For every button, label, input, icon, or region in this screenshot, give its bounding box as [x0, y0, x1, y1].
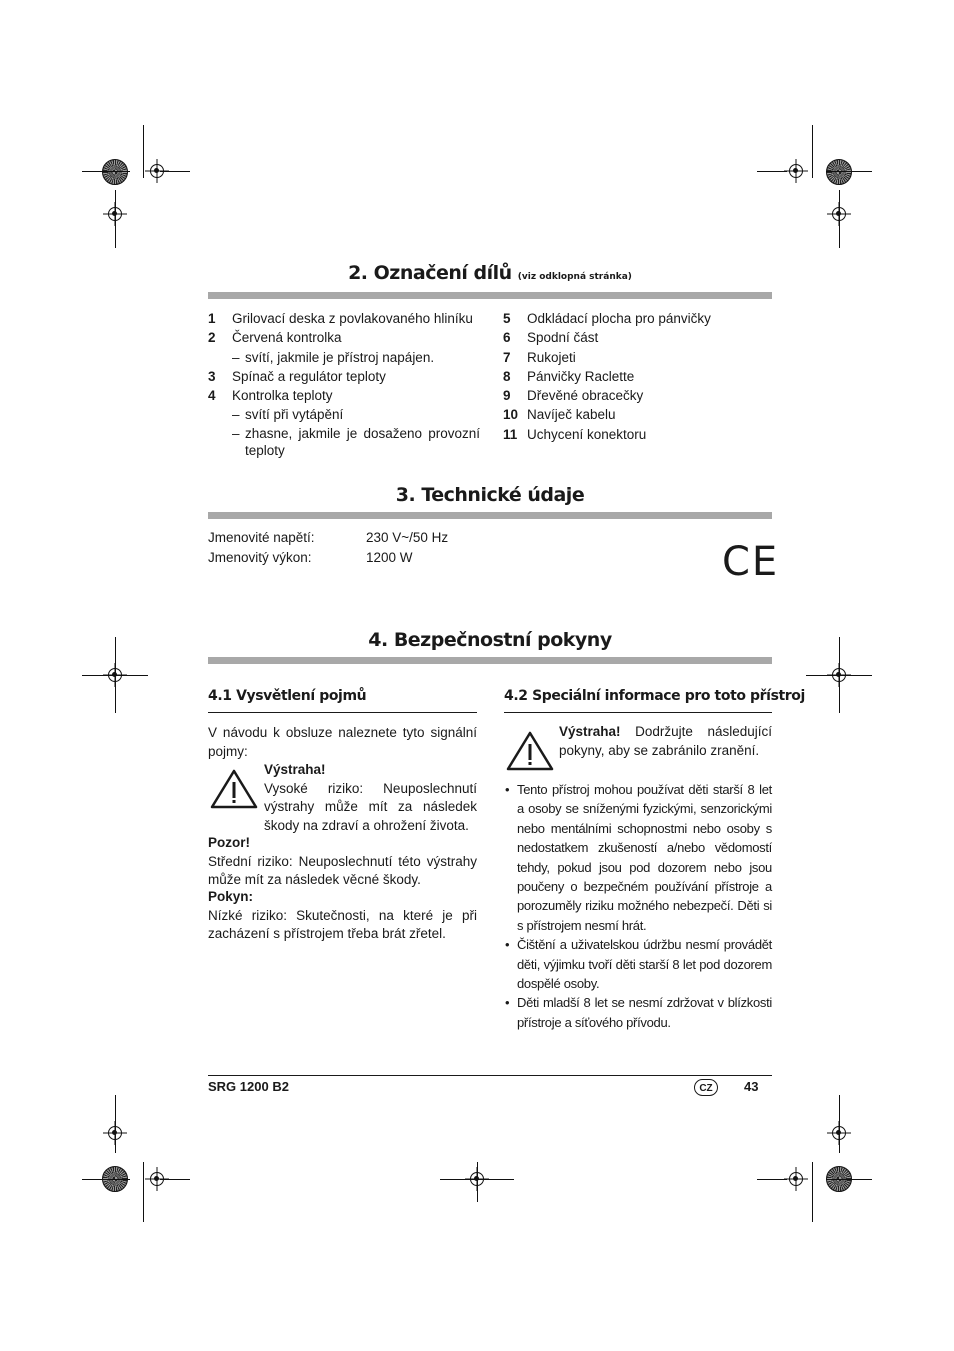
section-2-bar — [208, 292, 772, 299]
section-4-bar — [208, 657, 772, 664]
warning-triangle-icon — [209, 768, 259, 810]
warning-text: Vysoké riziko: Neuposlechnutí výstrahy může mít za následek škody na zdraví a ohrožení života. — [264, 780, 477, 833]
warning-label: Výstraha! — [264, 762, 326, 777]
list-item: • Čištění a uživatelskou údržbu nesmí provádět děti, výjimku tvoří děti starší 8 let pod dozorem dospělé osoby. — [505, 937, 772, 992]
list-item: 1 Grilovací deska z povlakovaného hliníku — [208, 311, 473, 326]
caution-text: Střední riziko: Neuposlechnutí této výstrahy může mít za následek věcné škody. — [208, 853, 477, 887]
list-item: 5 Odkládací plocha pro pánvičky — [503, 311, 711, 326]
table-row: Jmenovité napětí: 230 V~/50 Hz — [208, 530, 449, 545]
ce-mark-icon: CE — [722, 539, 780, 585]
subsection-4-1-title: 4.1 Vysvětlení pojmů — [208, 688, 367, 704]
section-2-heading: 2. Označení dílů — [348, 262, 512, 284]
tech-data-table — [208, 528, 508, 568]
subsection-4-2-title: 4.2 Speciální informace pro toto přístroj — [504, 688, 805, 704]
list-item: 4 Kontrolka teploty — [208, 388, 333, 404]
safety-bullets — [505, 780, 772, 1032]
section-2-title — [208, 262, 772, 284]
table-row: Jmenovitý výkon: 1200 W — [208, 550, 413, 565]
footer-model: SRG 1200 B2 — [208, 1079, 289, 1094]
subsection-4-1-rule — [208, 712, 477, 713]
list-item: • Tento přístroj mohou používat děti starší 8 let a osoby se sníženými fyzickými, senzorickými nebo mentálními schopnostmi nebo osoby s nedostatkem zkušeností a/nebo vědomostí tehdy, pokud jsou pod dozorem nebo jsou poučeny o bezpečném používání přístroje a porozuměly riziku možného nebezpečí. Děti si s přístrojem nesmí hrát. — [505, 782, 772, 933]
terms-intro: V návodu k obsluze naleznete tyto signální pojmy: — [208, 725, 477, 759]
list-item: 11 Uchycení konektoru — [503, 426, 647, 442]
list-item: 8 Pánvičky Raclette — [503, 368, 635, 384]
list-item: 6 Spodní část — [503, 330, 599, 346]
section-3-bar — [208, 512, 772, 519]
parts-list-left — [208, 309, 480, 459]
list-item: 10 Navíječ kabelu — [503, 407, 616, 423]
registration-disc-icon — [826, 159, 852, 185]
warning-definition — [264, 761, 477, 835]
section-4-title: 4. Bezpečnostní pokyny — [368, 629, 612, 651]
section-3-title: 3. Technické údaje — [395, 484, 585, 506]
list-subitem: – svítí při vytápění — [232, 407, 344, 423]
list-subitem: – zhasne, jakmile je dosaženo provozní teploty — [232, 425, 480, 458]
list-item: 3 Spínač a regulátor teploty — [208, 368, 386, 384]
list-item: 9 Dřevěné obracečky — [503, 388, 644, 404]
list-item: 7 Rukojeti — [503, 349, 576, 365]
subsection-4-2-rule — [504, 712, 772, 713]
caution-definition — [208, 834, 477, 890]
language-badge: CZ — [694, 1079, 718, 1096]
footer-rule — [208, 1075, 772, 1076]
list-subitem: – svítí, jakmile je přístroj napájen. — [232, 349, 435, 365]
warning-triangle-icon — [505, 730, 555, 772]
caution-label: Pozor! — [208, 835, 250, 850]
note-label: Pokyn: — [208, 889, 254, 904]
special-warning-label: Výstraha! — [559, 724, 621, 739]
special-warning — [559, 723, 772, 760]
note-text: Nízké riziko: Skutečnosti, na které je při zacházení s přístrojem třeba brát zřetel. — [208, 907, 477, 941]
registration-disc-icon — [102, 159, 128, 185]
list-item: 2 Červená kontrolka — [208, 330, 342, 346]
page-number: 43 — [744, 1079, 759, 1094]
parts-list-right — [503, 309, 773, 444]
section-2-note: (viz odklopná stránka) — [517, 272, 632, 282]
note-definition — [208, 888, 477, 944]
special-warning-text: Dodržujte následující pokyny, aby se zabránilo zranění. — [559, 724, 772, 758]
registration-mark-icon — [789, 164, 803, 178]
list-item: • Děti mladší 8 let se nesmí zdržovat v blízkosti přístroje a síťového přívodu. — [505, 995, 772, 1030]
registration-mark-icon — [789, 1172, 803, 1186]
